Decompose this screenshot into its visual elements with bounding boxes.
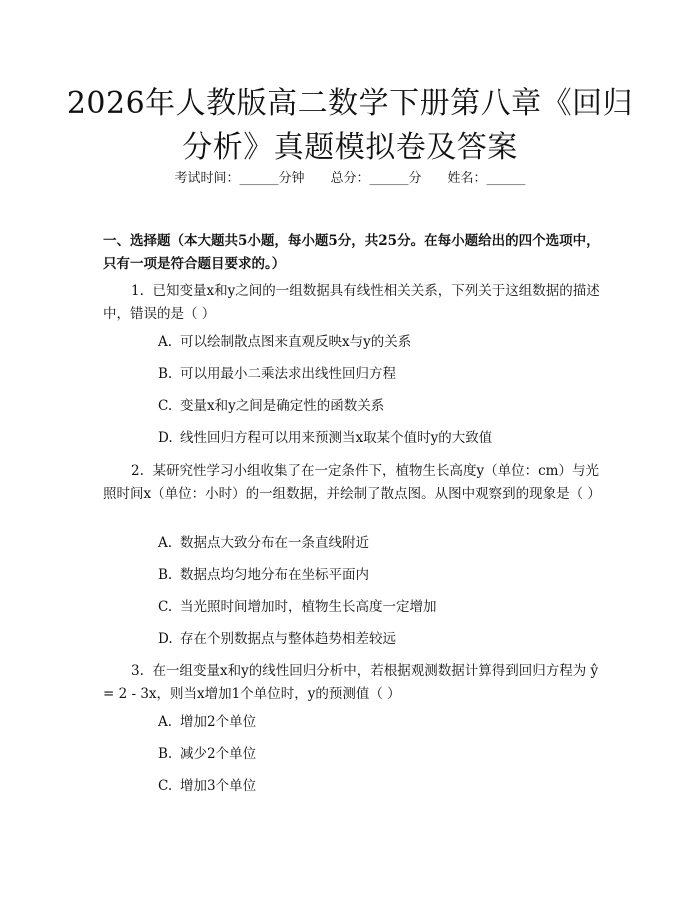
question-2 <box>103 460 603 506</box>
option-letter: B. <box>158 567 173 583</box>
option-text: 当光照时间增加时，植物生长高度一定增加 <box>180 599 437 615</box>
question-number: 1. <box>131 283 144 299</box>
total-score-label: 总分：______分 <box>330 171 422 186</box>
option-letter: C. <box>158 778 173 794</box>
option-1c <box>158 396 384 416</box>
option-text: 增加2个单位 <box>180 714 257 730</box>
option-letter: A. <box>158 714 173 730</box>
option-1a <box>158 332 411 352</box>
option-text: 数据点均匀地分布在坐标平面内 <box>180 567 369 583</box>
question-stem: 在一组变量x和y的线性回归分析中，若根据观测数据计算得到回归方程为 ŷ = 2 - 3x，则当x增加1个单位时，y的预测值（ ） <box>103 663 599 702</box>
option-text: 增加3个单位 <box>180 778 257 794</box>
option-letter: D. <box>158 631 173 647</box>
page-title: 2026年人教版高二数学下册第八章《回归分析》真题模拟卷及答案 <box>66 86 634 165</box>
option-letter: A. <box>158 334 173 350</box>
option-letter: D. <box>158 430 173 446</box>
option-3c <box>158 776 256 796</box>
option-3b <box>158 744 256 764</box>
option-2b <box>158 565 369 585</box>
option-2d <box>158 629 396 649</box>
question-3 <box>103 660 603 706</box>
option-letter: C. <box>158 599 173 615</box>
section-heading: 一、选择题（本大题共5小题，每小题5分，共25分。在每小题给出的四个选项中，只有一项是符合题目要求的。） <box>103 233 600 272</box>
option-text: 可以绘制散点图来直观反映x与y的关系 <box>180 334 412 350</box>
option-text: 变量x和y之间是确定性的函数关系 <box>180 398 385 414</box>
option-text: 存在个别数据点与整体趋势相差较远 <box>180 631 396 647</box>
option-1b <box>158 364 396 384</box>
option-2a <box>158 533 369 553</box>
question-1 <box>103 280 603 326</box>
option-letter: C. <box>158 398 173 414</box>
option-letter: B. <box>158 366 173 382</box>
question-number: 3. <box>131 663 144 679</box>
exam-meta <box>0 170 700 188</box>
option-letter: A. <box>158 535 173 551</box>
option-2c <box>158 597 437 617</box>
question-number: 2. <box>131 463 144 479</box>
option-letter: B. <box>158 746 173 762</box>
question-stem: 某研究性学习小组收集了在一定条件下，植物生长高度y（单位：cm）与光照时间x（单位：小时）的一组数据，并绘制了散点图。从图中观察到的现象是（ ） <box>103 463 601 502</box>
option-text: 数据点大致分布在一条直线附近 <box>180 535 369 551</box>
option-text: 可以用最小二乘法求出线性回归方程 <box>180 366 396 382</box>
option-text: 线性回归方程可以用来预测当x取某个值时y的大致值 <box>180 430 493 446</box>
option-1d <box>158 428 492 448</box>
student-name-label: 姓名：______ <box>447 171 526 186</box>
option-text: 减少2个单位 <box>180 746 257 762</box>
option-3a <box>158 712 256 732</box>
exam-time-label: 考试时间：______分钟 <box>174 171 305 186</box>
question-stem: 已知变量x和y之间的一组数据具有线性相关关系，下列关于这组数据的描述中，错误的是（ ） <box>103 283 600 322</box>
